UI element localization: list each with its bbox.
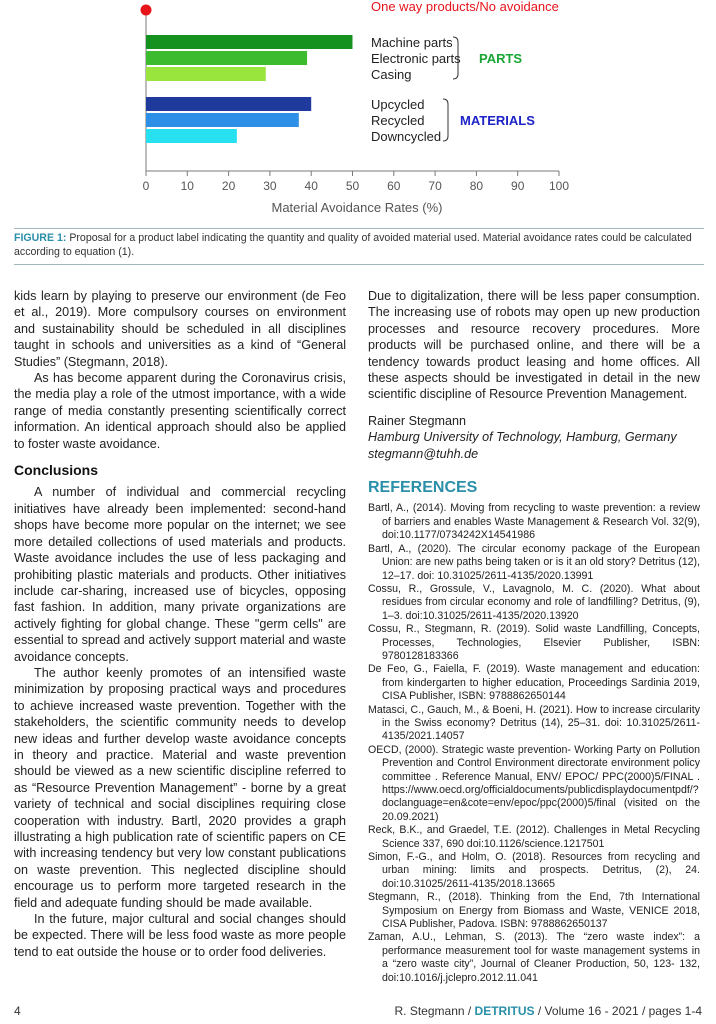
reference-item: Zaman, A.U., Lehman, S. (2013). The “zero waste index”: a performance measurement tool for waste management systems in a “zero waste city”, Journal of Cleaner Production, 50, 123- 132, doi:10.1016/j.jclepro.2012.11.041 (368, 931, 700, 984)
x-tick-label: 20 (221, 179, 236, 193)
author-block (368, 413, 700, 462)
caption-bottom-rule (14, 264, 704, 265)
reference-item: Matasci, C., Gauch, M., & Boeni, H. (2021). How to increase circularity in the Swiss economy? Detritus (14), 25–31. doi: 10.31025/2611-4135/2021.14057 (368, 703, 700, 743)
group-bracket (443, 99, 448, 141)
reference-item: Cossu, R., Stegmann, R. (2019). Solid waste Landfilling, Concepts, Processes, Technologies, Elsevier Publisher, ISBN: 9780128183366 (368, 623, 700, 662)
x-tick-label: 60 (387, 179, 401, 193)
x-tick-label: 40 (304, 179, 318, 193)
bar-label: Machine parts (371, 35, 453, 50)
bar-label: Upcycled (371, 97, 425, 112)
reference-item: Simon, F.-G., and Holm, O. (2018). Resources from recycling and urban mining: limits and prospects. Detritus, (2), 24. doi:10.31025/2611-4135/2018.13665 (368, 851, 700, 890)
paragraph: The author keenly promotes of an intensified waste minimization by proposing practical ways and procedures to achieve increased waste prevention. Together with the stakeholders, the scientific community needs to develop new ideas and further develop waste avoidance concepts in theory and practice. Material and waste prevention should be viewed as a new scientific discipline referred to as “Resource Prevention Management” - borne by a great variety of technical and social disciplines requiring close cooperation with industry. Bartl, 2020 provides a graph illustrating a high publication rate of scientific papers on CE with increasing tendency but very low constant publications on waste prevention. This neglected discipline should encourage us to perform more targeted research in the field and adequate funding should be made available. (14, 665, 346, 910)
bar (146, 129, 237, 143)
references-heading: REFERENCES (368, 479, 478, 497)
origin-marker (141, 5, 152, 16)
x-tick-label: 80 (469, 179, 484, 193)
x-tick-label: 30 (263, 179, 277, 193)
bar-label: Recycled (371, 113, 425, 128)
paragraph: kids learn by playing to preserve our environment (de Feo et al., 2019). More compulsory courses on environment and sustainability should be scheduled in all disciplines taught in schools and universities as a kind of “General Studies” (Stegmann, 2018). (14, 289, 346, 369)
footer-author: R. Stegmann / (394, 1004, 475, 1018)
right-column (368, 288, 700, 985)
bar (146, 51, 307, 65)
group-label: PARTS (479, 51, 523, 66)
bar (146, 97, 311, 111)
reference-list (368, 502, 700, 985)
x-tick-label: 0 (142, 179, 150, 193)
x-tick-label: 70 (428, 179, 442, 193)
reference-item: Bartl, A., (2014). Moving from recycling to waste prevention: a review of barriers and enables Waste Management & Research Vol. 32(9), doi:10.1177/0734242X14541986 (368, 502, 700, 542)
footer-volume: / Volume 16 - 2021 / pages 1-4 (534, 1004, 702, 1018)
x-tick-label: 10 (180, 179, 194, 193)
group-label: MATERIALS (460, 113, 535, 128)
chart-title: One way products/No avoidance (371, 0, 559, 14)
bar-label: Downcycled (371, 129, 442, 144)
left-column (14, 288, 346, 960)
footer-journal: DETRITUS (474, 1004, 535, 1018)
caption-top-rule (14, 228, 704, 229)
author-email[interactable]: stegmann@tuhh.de (368, 446, 479, 461)
paragraph: Due to digitalization, there will be less paper consumption. The increasing use of robots may open up new production processes and resource recovery procedures. More products will be purchased online, and there will be a tendency towards product leasing and home offices. All these aspects should be investigated in detail in the new scientific discipline of Resource Prevention Management. (368, 289, 700, 402)
reference-item: Reck, B.K., and Graedel, T.E. (2012). Challenges in Metal Recycling Science 337, 690 doi:10.1126/science.1217501 (368, 824, 700, 850)
author-affiliation: Hamburg University of Technology, Hamburg, Germany (368, 430, 677, 445)
reference-item: De Feo, G., Faiella, F. (2019). Waste management and education: from kindergarten to higher education, Proceedings Sardinia 2019, CISA Publisher, ISBN: 9788862650144 (368, 663, 700, 703)
bar (146, 67, 266, 81)
figure-caption (14, 231, 704, 259)
x-axis-label: Material Avoidance Rates (%) (271, 200, 443, 215)
section-heading-conclusions: Conclusions (14, 462, 99, 479)
running-footer (395, 1004, 703, 1018)
caption-label: FIGURE 1: (14, 232, 67, 244)
paragraph: As has become apparent during the Coronavirus crisis, the media play a role of the utmost importance, with a wide range of media constantly presenting scientifically correct information. An identical approach should also be applied to foster waste avoidance. (14, 371, 346, 451)
paragraph: A number of individual and commercial recycling initiatives have already been implemented: second-hand shops have become more popular on the internet; we see more detailed collections of used materials and products. Waste avoidance includes the use of less packaging and prohibiting plastic materials and products. Other initiatives include car-sharing, increased use of bicycles, opposing fast fashion. In addition, many private organizations are actively fighting for global change. These "germ cells" are essential to spread and actively support material and waste avoidance concepts. (14, 485, 346, 664)
author-name: Rainer Stegmann (368, 413, 467, 428)
reference-item: Bartl, A., (2020). The circular economy package of the European Union: are new paths being taken or is it an old story? Detritus (12), 12–17. doi: 10.31025/2611-4135/2020.13991 (368, 542, 700, 582)
reference-item: Cossu, R., Grossule, V., Lavagnolo, M. C. (2020). What about residues from circular economy and role of landfilling? Detritus, (9), 1–3. doi:10.31025/2611-4135/2020.13920 (368, 582, 700, 622)
x-tick-label: 100 (548, 179, 570, 193)
figure-chart (0, 0, 716, 225)
bar (146, 113, 299, 127)
x-tick-label: 50 (345, 179, 360, 193)
bar-label: Casing (371, 67, 412, 82)
x-tick-label: 90 (511, 179, 525, 193)
bar-label: Electronic parts (371, 51, 461, 66)
bar (146, 35, 353, 49)
reference-item: OECD, (2000). Strategic waste prevention- Working Party on Pollution Prevention and Control Environment directorate environment policy committee . Reference Manual, ENV/ EPOC/ PPC(2000)5/FINAL . https://www.oecd.org/officialdocuments/publicdisplaydocumentpdf/?doclanguage=en&cote=env/epoc/ppc(2000)5/final (visited on the 20.09.2021) (368, 743, 700, 823)
page-number: 4 (14, 1004, 21, 1018)
paragraph: In the future, major cultural and social changes should be expected. There will be less food waste as more people tend to eat outside the house or to order food deliveries. (14, 912, 346, 959)
caption-text: Proposal for a product label indicating the quantity and quality of avoided material used. Material avoidance rates could be calculated according to equation (1). (14, 232, 692, 258)
reference-item: Stegmann, R., (2018). Thinking from the End, 7th International Symposium on Energy from Biomass and Waste, VENICE 2018, CISA Publisher, Padova. ISBN: 9788862650137 (368, 891, 700, 931)
